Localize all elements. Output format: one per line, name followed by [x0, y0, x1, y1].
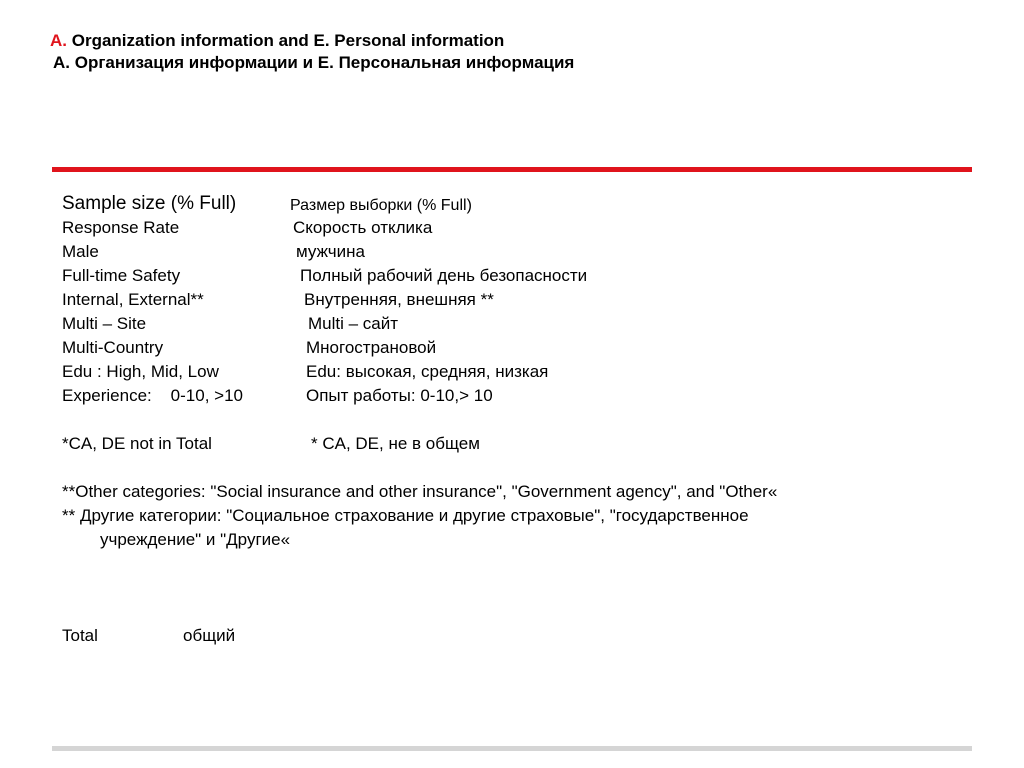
row-multi-site [62, 312, 962, 336]
row-response-rate [62, 216, 962, 240]
row-sample-size [62, 192, 962, 216]
row-full-time-safety [62, 264, 962, 288]
row-label-ru: Скорость отклика [293, 218, 433, 237]
footnote-double-en: **Other categories: "Social insurance and other insurance", "Government agency", and "Other« [62, 482, 778, 501]
row-label-en: Response Rate [62, 218, 180, 237]
content-body [62, 192, 962, 648]
total-en: Total [62, 626, 98, 645]
row-label-ru: Edu: высокая, средняя, низкая [306, 362, 549, 381]
row-label-ru: Опыт работы: 0-10,> 10 [306, 386, 493, 405]
row-experience [62, 384, 962, 408]
row-label-en: Multi – Site [62, 314, 147, 333]
footnote-double-ru-line2: учреждение" и "Другие« [100, 530, 291, 549]
grey-divider [52, 746, 972, 751]
row-label-en: Full-time Safety [62, 266, 181, 285]
row-label-ru: Полный рабочий день безопасности [300, 266, 588, 285]
row-label-ru: Размер выборки (% Full) [290, 197, 472, 214]
footnote-star-ru: * CA, DE, не в общем [311, 434, 480, 453]
row-label-en: Edu : High, Mid, Low [62, 362, 219, 381]
row-label-en: Sample size (% Full) [62, 193, 237, 214]
title-russian: А. Организация информации и Е. Персональная информация [53, 53, 575, 72]
spacer [62, 408, 962, 432]
row-label-en: Male [62, 242, 99, 261]
row-multi-country [62, 336, 962, 360]
title-english-text: Organization information and E. Personal information [71, 31, 505, 50]
spacer [62, 456, 962, 480]
row-education [62, 360, 962, 384]
title-prefix: A. [50, 31, 67, 50]
row-label-en: Experience: 0-10, >10 [62, 386, 243, 405]
row-label-en: Multi-Country [62, 338, 164, 357]
row-male [62, 240, 962, 264]
row-label-ru: Multi – сайт [308, 314, 399, 333]
row-total [62, 624, 962, 648]
row-internal-external [62, 288, 962, 312]
row-label-ru: Внутренняя, внешняя ** [304, 290, 494, 309]
row-label-en: Internal, External** [62, 290, 204, 309]
spacer [62, 576, 962, 600]
row-label-ru: мужчина [296, 242, 365, 261]
spacer [62, 552, 962, 576]
title-english [50, 30, 574, 52]
total-ru: общий [183, 626, 236, 645]
red-divider [52, 167, 972, 172]
footnote-star-en: *CA, DE not in Total [62, 434, 212, 453]
title-block [50, 30, 574, 74]
footnote-double-ru [62, 504, 902, 552]
footnote-double-ru-line1: ** Другие категории: "Социальное страхование и другие страховые", "государственное [62, 506, 749, 525]
spacer [62, 600, 962, 624]
row-label-ru: Многострановой [306, 338, 437, 357]
footnote-star [62, 432, 962, 456]
